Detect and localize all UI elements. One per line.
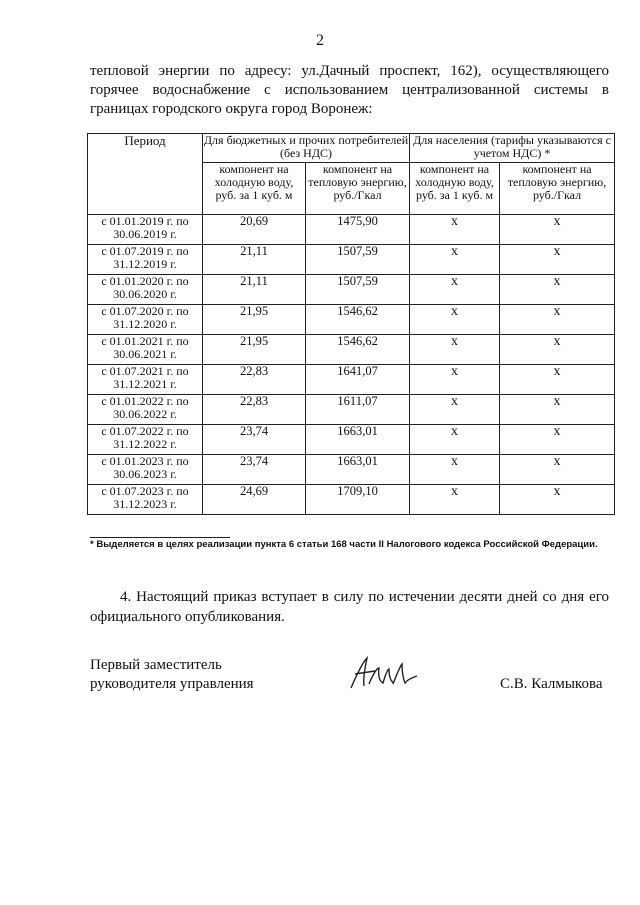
- population-group-header: Для населения (тарифы указываются с учетом НДС) *: [410, 134, 615, 163]
- population-cold-water-cell: х: [410, 305, 500, 335]
- heat-energy-cell: 1507,59: [306, 245, 410, 275]
- cold-water-cell: 21,11: [203, 275, 306, 305]
- table-row: [88, 245, 615, 275]
- population-cold-water-cell: х: [410, 485, 500, 515]
- period-end: 31.12.2020 г.: [113, 317, 177, 331]
- table-row: [88, 275, 615, 305]
- period-column-header: Период: [88, 134, 203, 215]
- period-cell: [88, 305, 203, 335]
- heat-energy-cell: 1709,10: [306, 485, 410, 515]
- population-heat-energy-column-header: компонент на тепловую энергию, руб./Гкал: [500, 163, 615, 215]
- signer-position: [90, 656, 254, 694]
- period-start: с 01.01.2021 г. по: [101, 334, 189, 348]
- population-heat-energy-cell: х: [500, 485, 615, 515]
- intro-line: горячее водоснабжение с использованием централизованной системы в: [90, 82, 609, 98]
- heat-energy-cell: 1611,07: [306, 395, 410, 425]
- population-heat-energy-cell: х: [500, 455, 615, 485]
- period-cell: [88, 485, 203, 515]
- population-heat-energy-cell: х: [500, 335, 615, 365]
- period-end: 30.06.2020 г.: [113, 287, 177, 301]
- population-heat-energy-cell: х: [500, 425, 615, 455]
- population-cold-water-column-header: компонент на холодную воду, руб. за 1 куб. м: [410, 163, 500, 215]
- period-start: с 01.07.2020 г. по: [101, 304, 189, 318]
- period-end: 30.06.2019 г.: [113, 227, 177, 241]
- period-start: с 01.07.2019 г. по: [101, 244, 189, 258]
- heat-energy-cell: 1546,62: [306, 305, 410, 335]
- cold-water-cell: 21,95: [203, 335, 306, 365]
- clause-line: 4. Настоящий приказ вступает в силу по истечении десяти дней со дня его: [120, 589, 609, 605]
- period-end: 30.06.2021 г.: [113, 347, 177, 361]
- cold-water-cell: 24,69: [203, 485, 306, 515]
- signer-name: С.В. Калмыкова: [500, 676, 603, 692]
- cold-water-cell: 22,83: [203, 395, 306, 425]
- period-cell: [88, 455, 203, 485]
- period-start: с 01.01.2022 г. по: [101, 394, 189, 408]
- period-end: 31.12.2021 г.: [113, 377, 177, 391]
- period-cell: [88, 425, 203, 455]
- cold-water-cell: 22,83: [203, 365, 306, 395]
- clause-paragraph: [90, 587, 609, 627]
- table-row: [88, 305, 615, 335]
- period-end: 31.12.2019 г.: [113, 257, 177, 271]
- footnote: * Выделяется в целях реализации пункта 6 статьи 168 части II Налогового кодекса Российской Федерации.: [90, 539, 598, 550]
- population-cold-water-cell: х: [410, 245, 500, 275]
- heat-energy-cell: 1475,90: [306, 215, 410, 245]
- heat-energy-column-header: компонент на тепловую энергию, руб./Гкал: [306, 163, 410, 215]
- intro-paragraph: [90, 62, 609, 119]
- period-start: с 01.01.2023 г. по: [101, 454, 189, 468]
- signer-position-line: Первый заместитель: [90, 657, 222, 673]
- heat-energy-cell: 1546,62: [306, 335, 410, 365]
- period-cell: [88, 245, 203, 275]
- population-cold-water-cell: х: [410, 215, 500, 245]
- period-end: 30.06.2022 г.: [113, 407, 177, 421]
- period-cell: [88, 365, 203, 395]
- budget-group-header: Для бюджетных и прочих потребителей (без НДС): [203, 134, 410, 163]
- period-end: 31.12.2022 г.: [113, 437, 177, 451]
- table-row: [88, 455, 615, 485]
- table-row: [88, 395, 615, 425]
- period-start: с 01.07.2023 г. по: [101, 484, 189, 498]
- period-end: 30.06.2023 г.: [113, 467, 177, 481]
- cold-water-cell: 20,69: [203, 215, 306, 245]
- cold-water-cell: 23,74: [203, 455, 306, 485]
- population-cold-water-cell: х: [410, 425, 500, 455]
- population-cold-water-cell: х: [410, 275, 500, 305]
- population-heat-energy-cell: х: [500, 215, 615, 245]
- period-cell: [88, 215, 203, 245]
- heat-energy-cell: 1663,01: [306, 455, 410, 485]
- signer-position-line: руководителя управления: [90, 676, 254, 692]
- page-number: 2: [316, 32, 324, 49]
- intro-line: границах городского округа город Воронеж:: [90, 101, 373, 117]
- period-start: с 01.07.2021 г. по: [101, 364, 189, 378]
- cold-water-column-header: компонент на холодную воду, руб. за 1 куб. м: [203, 163, 306, 215]
- table-row: [88, 215, 615, 245]
- period-start: с 01.07.2022 г. по: [101, 424, 189, 438]
- clause-line: официального опубликования.: [90, 609, 285, 625]
- cold-water-cell: 23,74: [203, 425, 306, 455]
- population-cold-water-cell: х: [410, 455, 500, 485]
- cold-water-cell: 21,11: [203, 245, 306, 275]
- footnote-divider: [90, 537, 230, 538]
- tariff-table: [87, 133, 615, 515]
- heat-energy-cell: 1641,07: [306, 365, 410, 395]
- population-heat-energy-cell: х: [500, 395, 615, 425]
- period-end: 31.12.2023 г.: [113, 497, 177, 511]
- period-cell: [88, 335, 203, 365]
- heat-energy-cell: 1507,59: [306, 275, 410, 305]
- population-heat-energy-cell: х: [500, 245, 615, 275]
- period-cell: [88, 395, 203, 425]
- table-row: [88, 365, 615, 395]
- population-cold-water-cell: х: [410, 365, 500, 395]
- intro-line: тепловой энергии по адресу: ул.Дачный проспект, 162), осуществляющего: [90, 63, 609, 79]
- heat-energy-cell: 1663,01: [306, 425, 410, 455]
- table-row: [88, 335, 615, 365]
- period-start: с 01.01.2019 г. по: [101, 214, 189, 228]
- population-heat-energy-cell: х: [500, 365, 615, 395]
- period-start: с 01.01.2020 г. по: [101, 274, 189, 288]
- table-row: [88, 425, 615, 455]
- cold-water-cell: 21,95: [203, 305, 306, 335]
- population-cold-water-cell: х: [410, 335, 500, 365]
- population-heat-energy-cell: х: [500, 305, 615, 335]
- handwritten-signature: [347, 654, 419, 694]
- population-heat-energy-cell: х: [500, 275, 615, 305]
- table-row: [88, 485, 615, 515]
- population-cold-water-cell: х: [410, 395, 500, 425]
- period-cell: [88, 275, 203, 305]
